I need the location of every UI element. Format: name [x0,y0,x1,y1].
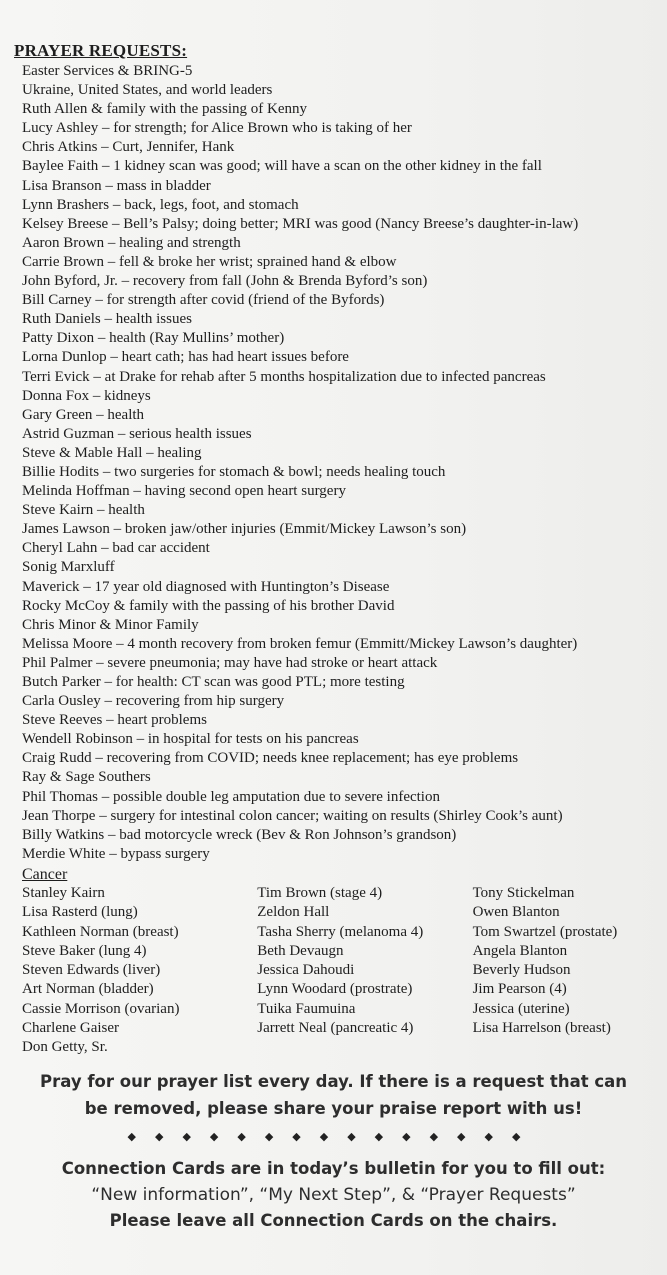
cancer-list-item: Tony Stickelman [472,884,575,901]
cancer-list [22,884,652,1058]
cancer-list-item: Lisa Harrelson (breast) [472,1020,611,1037]
prayer-request-item: Gary Green – health [22,406,145,423]
cancer-list-item: Angela Blanton [472,942,568,959]
prayer-request-item: Chris Atkins – Curt, Jennifer, Hank [22,139,235,156]
prayer-request-item: Baylee Faith – 1 kidney scan was good; will have a scan on the other kidney in the fall [22,158,542,175]
prayer-request-item: Sonig Marxluff [22,559,115,576]
cancer-heading: Cancer [22,865,68,883]
prayer-request-item: Jean Thorpe – surgery for intestinal colon cancer; waiting on results (Shirley Cook’s aunt) [22,807,563,824]
cancer-list-item: Beverly Hudson [472,962,571,979]
prayer-request-item: Carla Ousley – recovering from hip surgery [22,693,285,710]
prayer-request-item: Phil Palmer – severe pneumonia; may have had stroke or heart attack [22,654,438,671]
prayer-request-item: Rocky McCoy & family with the passing of his brother David [22,597,395,614]
prayer-request-item: Ray & Sage Southers [22,769,151,786]
pray-reminder-line-1: Pray for our prayer list every day. If there is a request that can [40,1072,627,1091]
prayer-request-item: Carrie Brown – fell & broke her wrist; sprained hand & elbow [22,253,397,270]
prayer-request-item: Cheryl Lahn – bad car accident [22,540,210,557]
prayer-request-item: Steve Kairn – health [22,502,145,519]
cancer-list-item: Steve Baker (lung 4) [22,942,147,959]
prayer-request-item: Steve & Mable Hall – healing [22,444,202,461]
cancer-list-item: Tuika Faumuina [257,1000,356,1017]
cancer-list-item: Stanley Kairn [22,884,105,901]
cancer-list-item: Charlene Gaiser [22,1020,120,1037]
cancer-column-2 [257,884,472,1058]
prayer-request-item: James Lawson – broken jaw/other injuries (Emmit/Mickey Lawson’s son) [22,521,467,538]
prayer-request-item: Phil Thomas – possible double leg amputation due to severe infection [22,788,440,805]
prayer-request-item: Lorna Dunlop – heart cath; has had heart issues before [22,349,349,366]
pray-reminder [0,1068,667,1122]
prayer-request-item: Ukraine, United States, and world leaders [22,82,273,99]
cancer-list-item: Beth Devaugn [257,942,344,959]
cancer-list-item: Jim Pearson (4) [472,981,567,998]
prayer-request-item: Melissa Moore – 4 month recovery from broken femur (Emmitt/Mickey Lawson’s daughter) [22,635,578,652]
cancer-list-item: Lynn Woodard (prostrate) [257,981,413,998]
prayer-request-item: Patty Dixon – health (Ray Mullins’ mother) [22,330,285,347]
prayer-request-item: Butch Parker – for health: CT scan was good PTL; more testing [22,674,405,690]
prayer-request-item: Merdie White – bypass surgery [22,845,210,862]
cancer-list-item: Don Getty, Sr. [22,1039,108,1056]
prayer-request-item: Bill Carney – for strength after covid (friend of the Byfords) [22,292,385,309]
prayer-request-item: Craig Rudd – recovering from COVID; needs knee replacement; has eye problems [22,750,519,767]
prayer-request-item: John Byford, Jr. – recovery from fall (John & Brenda Byford’s son) [22,273,428,290]
prayer-request-item: Terri Evick – at Drake for rehab after 5 months hospitalization due to infected pancreas [22,368,546,385]
prayer-request-item: Billie Hodits – two surgeries for stomach & bowl; needs healing touch [22,463,446,480]
prayer-request-item: Lisa Branson – mass in bladder [22,177,211,194]
prayer-request-item: Ruth Daniels – health issues [22,311,192,328]
pray-reminder-line-2: be removed, please share your praise report with us! [84,1099,583,1118]
prayer-request-list [22,62,652,864]
prayer-request-item: Donna Fox – kidneys [22,387,151,404]
prayer-request-item: Chris Minor & Minor Family [22,616,199,633]
cancer-list-item: Tim Brown (stage 4) [257,884,383,901]
connection-cards-note [0,1156,667,1234]
cancer-list-item: Zeldon Hall [257,904,330,921]
cancer-list-item: Owen Blanton [472,904,560,921]
cancer-list-item: Cassie Morrison (ovarian) [22,1000,180,1017]
cancer-column-1 [22,884,257,1058]
prayer-request-item: Wendell Robinson – in hospital for tests on his pancreas [22,731,359,748]
prayer-request-item: Lynn Brashers – back, legs, foot, and stomach [22,196,299,213]
prayer-request-item: Astrid Guzman – serious health issues [22,425,252,442]
prayer-requests-section [14,40,652,1058]
connection-cards-line-1: Connection Cards are in today’s bulletin for you to fill out: [61,1159,606,1178]
cancer-list-item: Steven Edwards (liver) [22,962,161,979]
prayer-requests-heading: PRAYER REQUESTS: [14,41,188,60]
cancer-column-3 [473,884,652,1058]
prayer-request-item: Aaron Brown – healing and strength [22,234,241,251]
cancer-list-item: Jarrett Neal (pancreatic 4) [257,1020,414,1037]
cancer-list-item: Tom Swartzel (prostate) [472,923,618,940]
connection-cards-line-2: “New information”, “My Next Step”, & “Prayer Requests” [91,1185,576,1205]
prayer-request-item: Billy Watkins – bad motorcycle wreck (Bev & Ron Johnson’s grandson) [22,826,457,843]
cancer-list-item: Jessica (uterine) [472,1000,570,1017]
prayer-request-item: Maverick – 17 year old diagnosed with Huntington’s Disease [22,578,390,595]
prayer-request-item: Steve Reeves – heart problems [22,712,207,729]
prayer-request-item: Kelsey Breese – Bell’s Palsy; doing better; MRI was good (Nancy Breese’s daughter-in-law) [22,215,579,232]
prayer-request-item: Easter Services & BRING-5 [22,63,193,79]
prayer-request-item: Lucy Ashley – for strength; for Alice Brown who is taking of her [22,120,412,137]
cancer-list-item: Art Norman (bladder) [22,981,154,998]
cancer-list-item: Jessica Dahoudi [257,962,355,979]
connection-cards-line-3: Please leave all Connection Cards on the chairs. [109,1211,558,1230]
cancer-list-item: Lisa Rasterd (lung) [22,904,138,921]
prayer-request-item: Ruth Allen & family with the passing of Kenny [22,101,307,118]
prayer-request-item: Melinda Hoffman – having second open heart surgery [22,483,346,500]
cancer-list-item: Kathleen Norman (breast) [22,923,179,940]
diamond-divider: ◆◆◆◆◆◆◆◆◆◆◆◆◆◆◆ [127,1130,540,1143]
cancer-list-item: Tasha Sherry (melanoma 4) [257,923,424,940]
